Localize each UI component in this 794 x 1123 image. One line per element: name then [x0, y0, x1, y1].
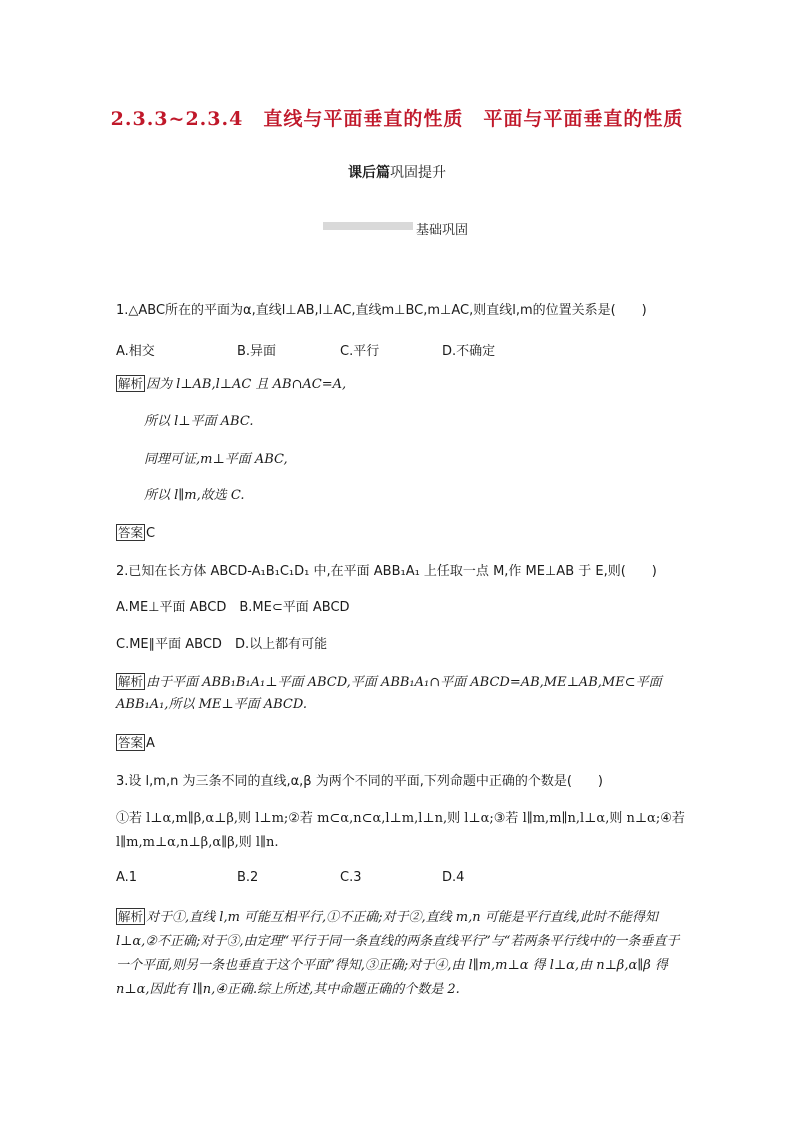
section-bar [323, 222, 413, 230]
q1-option-a: A.相交 [116, 344, 155, 359]
q1-option-d: D.不确定 [442, 344, 496, 359]
q3-option-d: D.4 [442, 870, 465, 885]
q1-sol-1: 所以 l⊥平面 ABC. [144, 414, 254, 429]
q1-answer-value: C [146, 526, 156, 541]
section-label: 基础巩固 [416, 223, 469, 238]
subtitle-bold: 课后篇 [348, 165, 390, 181]
q2-answer-value: A [146, 736, 155, 751]
lesson-title: 2.3.3~2.3.4 直线与平面垂直的性质 平面与平面垂直的性质 [110, 108, 684, 130]
subtitle-rest: 巩固提升 [390, 165, 446, 181]
subtitle [0, 162, 794, 182]
q2-options-line2: C.ME∥平面 ABCD D.以上都有可能 [116, 637, 328, 652]
q3-option-a: A.1 [116, 870, 138, 885]
q1-sol-0: 因为 l⊥AB,l⊥AC 且 AB∩AC=A, [146, 377, 347, 392]
q2-sol: 由于平面 ABB₁B₁A₁⊥平面 ABCD,平面 ABB₁A₁∩平面 ABCD=AB,ME⊥AB,ME⊂平面 ABB₁A₁,所以 ME⊥平面 ABCD. [116, 675, 662, 712]
q3-propositions: ①若 l⊥α,m∥β,α⊥β,则 l⊥m;②若 m⊂α,n⊂α,l⊥m,l⊥n,则 l⊥α;③若 l∥m,m∥n,l⊥α,则 n⊥α;④若 l∥m,m⊥α,n⊥β,α∥β,则 l∥n. [116, 811, 685, 850]
q3-option-c: C.3 [340, 870, 362, 885]
q1-option-c: C.平行 [340, 344, 380, 359]
q1-sol-2: 同理可证,m⊥平面 ABC, [144, 452, 288, 467]
q3-solution [116, 906, 690, 1002]
q1-jiexi-tag: 解析 [118, 376, 144, 391]
q2-stem: 2.已知在长方体 ABCD-A₁B₁C₁D₁ 中,在平面 ABB₁A₁ 上任取一点 M,作 ME⊥AB 于 E,则( ) [116, 564, 657, 579]
q3-sol: 对于①,直线 l,m 可能互相平行,①不正确;对于②,直线 m,n 可能是平行直线,此时不能得知 l⊥α,②不正确;对于③,由定理“平行于同一条直线的两条直线平行”与“若两条平行线中的一条垂直于一个平面,则另一条也垂直于这个平面”得知,③正确;对于④,由 l∥m,m⊥α 得 l⊥α,由 n⊥β,α∥β 得 n⊥α,因此有 l∥n,④正确.综上所述,其中命题正确的个数是 2. [116, 910, 680, 997]
q3-jiexi-tag: 解析 [118, 909, 144, 924]
q3-stem: 3.设 l,m,n 为三条不同的直线,α,β 为两个不同的平面,下列命题中正确的个数是( ) [116, 774, 603, 789]
q2-jiexi-tag: 解析 [118, 674, 144, 689]
q2-options-line1: A.ME⊥平面 ABCD B.ME⊂平面 ABCD [116, 600, 350, 615]
q1-answer-tag: 答案 [118, 525, 144, 540]
q1-option-b: B.异面 [237, 344, 277, 359]
q3-option-b: B.2 [237, 870, 259, 885]
q2-answer [116, 733, 690, 755]
q1-stem: 1.△ABC所在的平面为α,直线l⊥AB,l⊥AC,直线m⊥BC,m⊥AC,则直线l,m的位置关系是( ) [116, 303, 647, 318]
q1-answer [116, 523, 690, 545]
q1-sol-3: 所以 l∥m,故选 C. [144, 488, 245, 503]
q2-answer-tag: 答案 [118, 735, 144, 750]
q2-solution [116, 672, 690, 716]
q1-solution-line1 [116, 374, 690, 396]
